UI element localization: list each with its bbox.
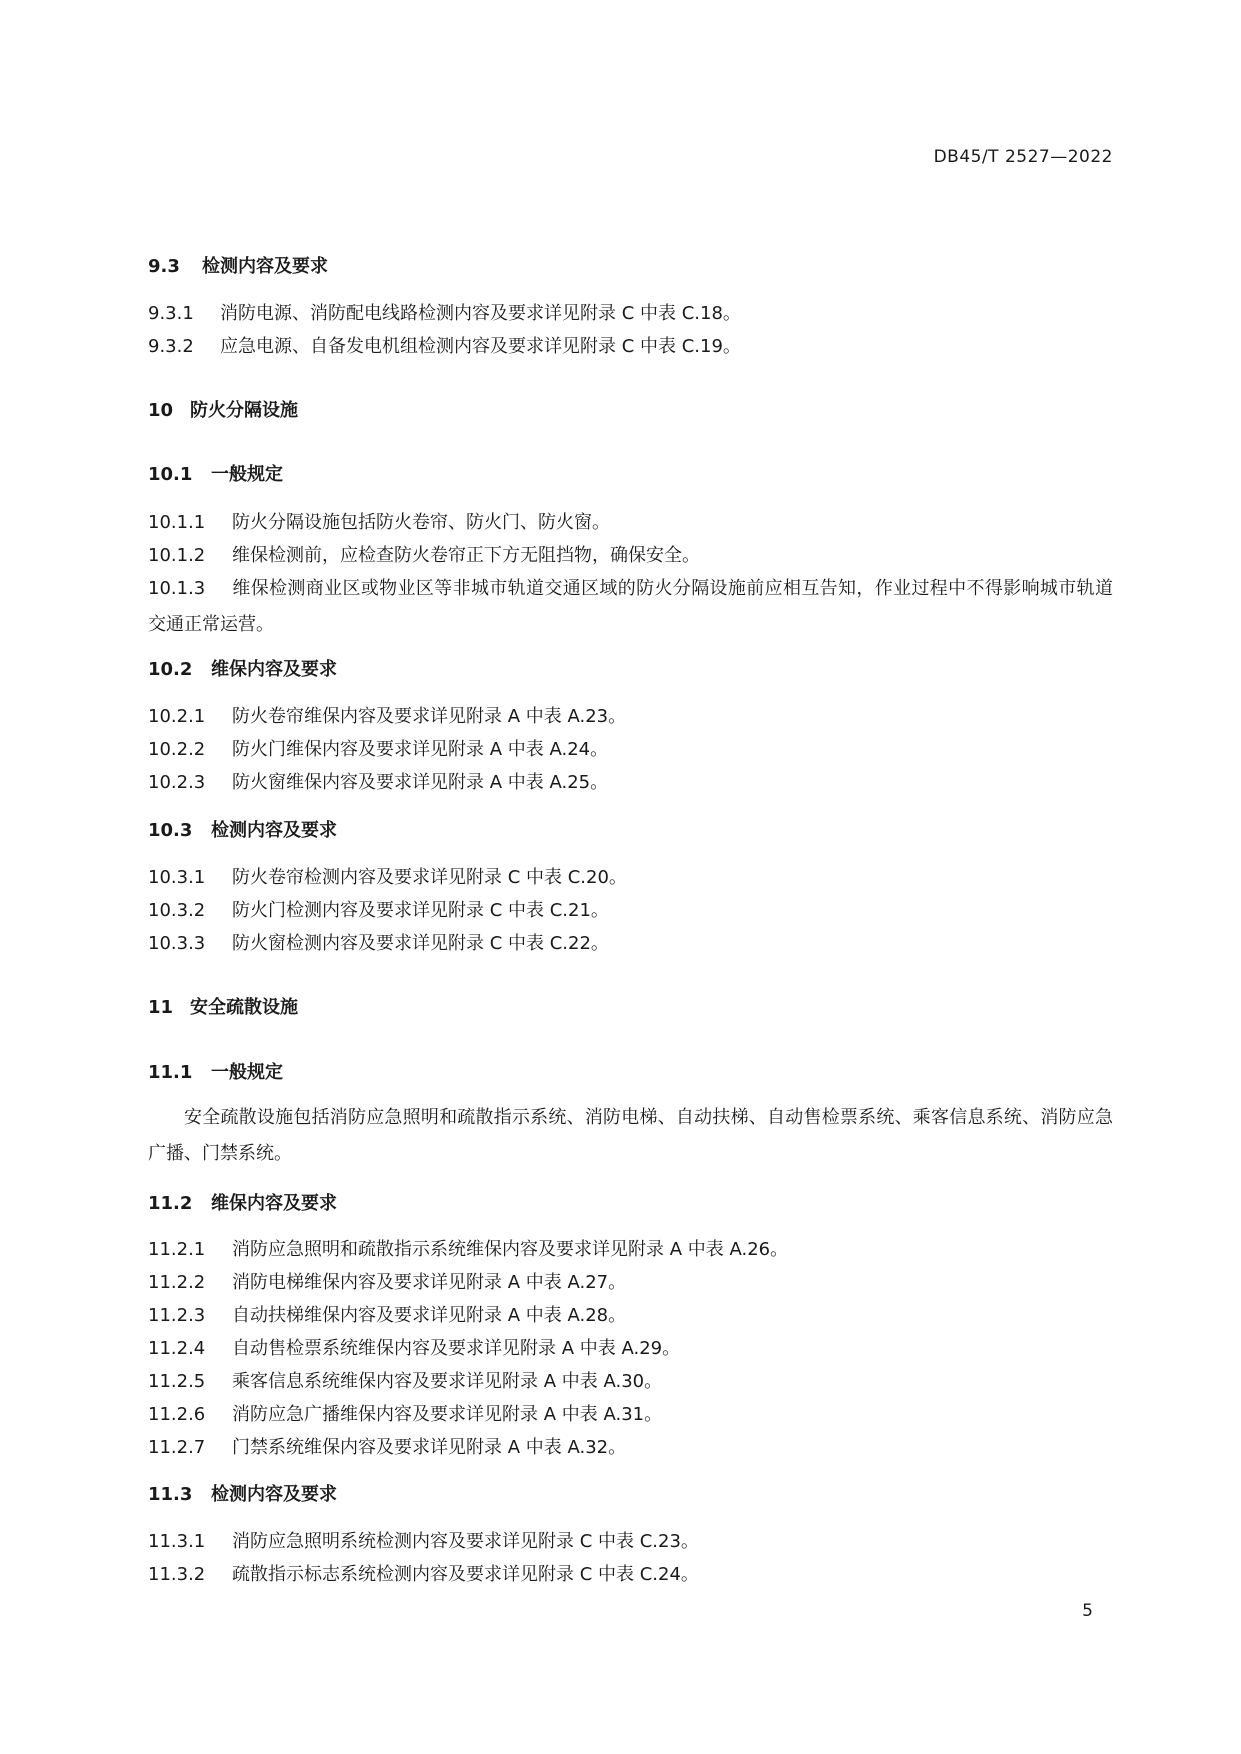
- clause-number: 10.1.1: [148, 512, 206, 533]
- section-title: 维保内容及要求: [211, 659, 337, 680]
- clause-text: 防火卷帘维保内容及要求详见附录 A 中表 A.23。: [232, 706, 627, 727]
- section-title: 检测内容及要求: [211, 820, 337, 841]
- clause-number: 11.2.1: [148, 1239, 206, 1260]
- chapter-heading: [148, 999, 298, 1017]
- clause-number: 11.2.2: [148, 1272, 206, 1293]
- clause-text: 自动扶梯维保内容及要求详见附录 A 中表 A.28。: [232, 1305, 627, 1326]
- section-number: 10.2: [148, 659, 193, 680]
- clause-number: 11.3.1: [148, 1531, 206, 1552]
- clause-number: 10.2.3: [148, 772, 206, 793]
- section-title: 一般规定: [211, 1062, 283, 1083]
- clause-number: 10.3.2: [148, 900, 206, 921]
- chapter-title: 防火分隔设施: [190, 400, 298, 421]
- clause: [148, 1307, 626, 1325]
- section-number: 10.1: [148, 464, 193, 485]
- clause-text: 防火分隔设施包括防火卷帘、防火门、防火窗。: [232, 512, 610, 533]
- document-code: DB45/T 2527—2022: [933, 147, 1113, 167]
- clause: [148, 1439, 626, 1457]
- clause-text: 消防应急照明系统检测内容及要求详见附录 C 中表 C.23。: [232, 1531, 699, 1552]
- clause-number: 10.1.2: [148, 545, 206, 566]
- clause-text: 防火门维保内容及要求详见附录 A 中表 A.24。: [232, 739, 609, 760]
- clause: [148, 1406, 662, 1424]
- clause-multiline: [148, 571, 1113, 643]
- clause-text: 防火门检测内容及要求详见附录 C 中表 C.21。: [232, 900, 609, 921]
- clause: [148, 1274, 626, 1292]
- section-heading: [148, 466, 283, 484]
- clause: [148, 935, 609, 953]
- clause: [148, 514, 610, 532]
- clause-text: 防火窗维保内容及要求详见附录 A 中表 A.25。: [232, 772, 609, 793]
- page-number: 5: [1082, 1601, 1093, 1621]
- clause: [148, 305, 741, 323]
- clause-number: 11.2.4: [148, 1338, 206, 1359]
- chapter-title: 安全疏散设施: [190, 997, 298, 1018]
- section-number: 9.3: [148, 256, 180, 277]
- clause: [148, 547, 700, 565]
- clause: [148, 902, 609, 920]
- section-title: 检测内容及要求: [202, 256, 328, 277]
- clause-text: 维保检测商业区或物业区等非城市轨道交通区域的防火分隔设施前应相互告知，作业过程中不得影响城市轨道交通正常运营。: [148, 578, 1113, 635]
- section-title: 一般规定: [211, 464, 283, 485]
- clause-text: 应急电源、自备发电机组检测内容及要求详见附录 C 中表 C.19。: [220, 336, 741, 357]
- clause-number: 11.2.5: [148, 1371, 206, 1392]
- clause: [148, 1566, 699, 1584]
- clause-text: 门禁系统维保内容及要求详见附录 A 中表 A.32。: [232, 1437, 627, 1458]
- clause-number: 11.3.2: [148, 1564, 206, 1585]
- clause-number: 10.3.3: [148, 933, 206, 954]
- clause: [148, 1340, 680, 1358]
- clause-text: 消防电梯维保内容及要求详见附录 A 中表 A.27。: [232, 1272, 627, 1293]
- clause-number: 9.3.1: [148, 303, 194, 324]
- section-number: 10.3: [148, 820, 193, 841]
- section-number: 11.1: [148, 1062, 193, 1083]
- section-heading: [148, 822, 337, 840]
- section-title: 检测内容及要求: [211, 1484, 337, 1505]
- clause: [148, 708, 626, 726]
- clause: [148, 1533, 699, 1551]
- clause-text: 消防应急广播维保内容及要求详见附录 A 中表 A.31。: [232, 1404, 663, 1425]
- clause: [148, 338, 741, 356]
- section-number: 11.2: [148, 1193, 193, 1214]
- clause-number: 10.2.2: [148, 739, 206, 760]
- section-number: 11.3: [148, 1484, 193, 1505]
- clause-number: 11.2.3: [148, 1305, 206, 1326]
- chapter-number: 10: [148, 400, 174, 421]
- clause: [148, 1241, 788, 1259]
- clause-text: 乘客信息系统维保内容及要求详见附录 A 中表 A.30。: [232, 1371, 663, 1392]
- section-heading: [148, 1486, 337, 1504]
- section-heading: [148, 1195, 337, 1213]
- clause-text: 防火卷帘检测内容及要求详见附录 C 中表 C.20。: [232, 867, 627, 888]
- clause-number: 11.2.6: [148, 1404, 206, 1425]
- clause: [148, 869, 627, 887]
- chapter-heading: [148, 402, 298, 420]
- clause-text: 防火窗检测内容及要求详见附录 C 中表 C.22。: [232, 933, 609, 954]
- clause-number: 11.2.7: [148, 1437, 206, 1458]
- clause-number: 9.3.2: [148, 336, 194, 357]
- clause: [148, 1373, 662, 1391]
- clause-text: 维保检测前，应检查防火卷帘正下方无阻挡物，确保安全。: [232, 545, 700, 566]
- section-title: 维保内容及要求: [211, 1193, 337, 1214]
- section-heading: [148, 661, 337, 679]
- clause-text: 消防电源、消防配电线路检测内容及要求详见附录 C 中表 C.18。: [220, 303, 741, 324]
- clause-text: 自动售检票系统维保内容及要求详见附录 A 中表 A.29。: [232, 1338, 681, 1359]
- section-heading: [148, 258, 328, 276]
- section-heading: [148, 1064, 283, 1082]
- chapter-number: 11: [148, 997, 174, 1018]
- clause-number: 10.2.1: [148, 706, 206, 727]
- clause: [148, 741, 608, 759]
- clause-text: 疏散指示标志系统检测内容及要求详见附录 C 中表 C.24。: [232, 1564, 699, 1585]
- clause-number: 10.1.3: [148, 578, 206, 599]
- body-paragraph: 安全疏散设施包括消防应急照明和疏散指示系统、消防电梯、自动扶梯、自动售检票系统、乘客信息系统、消防应急广播、门禁系统。: [148, 1107, 1113, 1164]
- clause: [148, 774, 608, 792]
- clause-text: 消防应急照明和疏散指示系统维保内容及要求详见附录 A 中表 A.26。: [232, 1239, 789, 1260]
- clause-number: 10.3.1: [148, 867, 206, 888]
